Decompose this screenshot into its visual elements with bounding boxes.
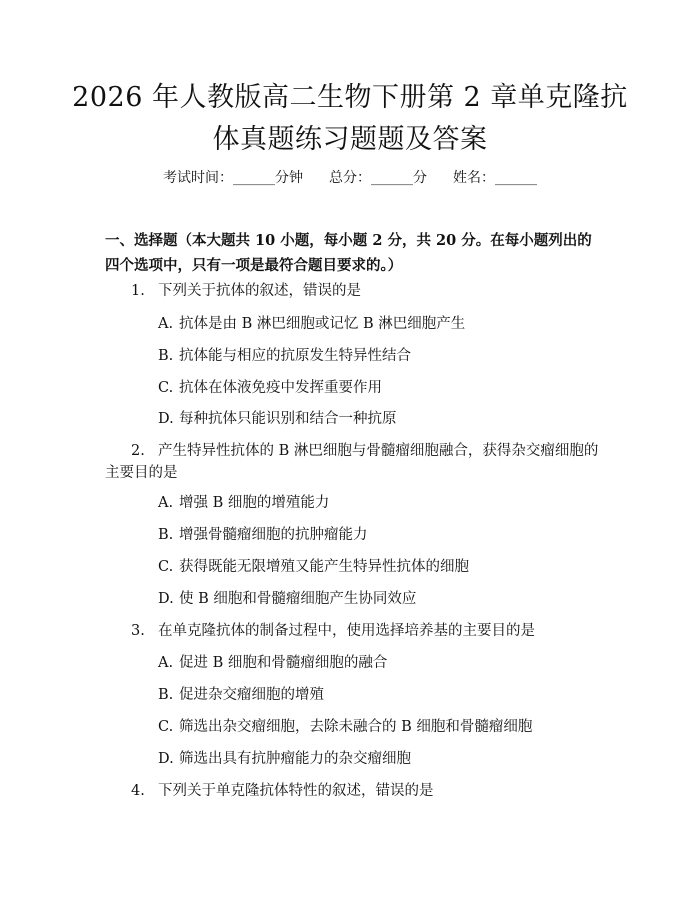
option-letter: A.: [158, 495, 174, 511]
option-text: 抗体是由 B 淋巴细胞或记忆 B 淋巴细胞产生: [179, 316, 466, 332]
question-number: 2.: [131, 443, 145, 459]
option-text: 获得既能无限增殖又能产生特异性抗体的细胞: [179, 559, 469, 575]
question-number: 3.: [131, 623, 145, 639]
question-3-option-b: [158, 684, 598, 706]
option-text: 筛选出具有抗肿瘤能力的杂交瘤细胞: [179, 751, 411, 767]
option-text: 每种抗体只能识别和结合一种抗原: [179, 411, 397, 427]
question-stem: 下列关于抗体的叙述，错误的是: [158, 283, 361, 299]
option-letter: D.: [158, 751, 174, 767]
total-score-label: 总分：______分: [329, 170, 427, 186]
question-3-option-d: [158, 748, 598, 770]
option-text: 促进杂交瘤细胞的增殖: [179, 687, 324, 703]
question-3: [105, 620, 600, 642]
question-3-option-c: [158, 716, 598, 738]
document-title-line-1: 2026 年人教版高二生物下册第 2 章单克隆抗: [72, 82, 628, 113]
option-text: 增强 B 细胞的增殖能力: [179, 495, 330, 511]
exam-time-label: 考试时间：______分钟: [163, 170, 303, 186]
option-letter: C.: [158, 380, 174, 396]
question-number: 4.: [131, 783, 145, 799]
question-stem: 产生特异性抗体的 B 淋巴细胞与骨髓瘤细胞融合，获得杂交瘤细胞的主要目的是: [105, 443, 599, 481]
question-1-option-c: [158, 377, 598, 399]
option-letter: C.: [158, 559, 174, 575]
question-2-option-d: [158, 588, 598, 610]
question-number: 1.: [131, 283, 145, 299]
option-text: 抗体在体液免疫中发挥重要作用: [179, 380, 382, 396]
option-text: 使 B 细胞和骨髓瘤细胞产生协同效应: [179, 591, 417, 607]
option-letter: B.: [158, 687, 174, 703]
option-letter: D.: [158, 411, 174, 427]
question-1-option-b: [158, 345, 598, 367]
question-1: [105, 280, 600, 302]
question-4: [105, 780, 600, 802]
question-2: [105, 440, 600, 484]
option-letter: A.: [158, 316, 174, 332]
option-text: 筛选出杂交瘤细胞，去除未融合的 B 细胞和骨髓瘤细胞: [179, 719, 533, 735]
question-2-option-c: [158, 556, 598, 578]
option-text: 增强骨髓瘤细胞的抗肿瘤能力: [179, 527, 368, 543]
student-name-label: 姓名：______: [453, 170, 537, 186]
question-stem: 下列关于单克隆抗体特性的叙述，错误的是: [158, 783, 434, 799]
question-stem: 在单克隆抗体的制备过程中，使用选择培养基的主要目的是: [158, 623, 535, 639]
option-letter: B.: [158, 348, 174, 364]
question-2-option-b: [158, 524, 598, 546]
option-letter: A.: [158, 655, 174, 671]
question-2-option-a: [158, 492, 598, 514]
exam-info-line: [0, 168, 700, 188]
option-letter: C.: [158, 719, 174, 735]
option-text: 抗体能与相应的抗原发生特异性结合: [179, 348, 411, 364]
question-3-option-a: [158, 652, 598, 674]
document-title-line-2: 体真题练习题题及答案: [212, 124, 488, 155]
option-text: 促进 B 细胞和骨髓瘤细胞的融合: [179, 655, 388, 671]
option-letter: D.: [158, 591, 174, 607]
section-heading: 一、选择题（本大题共 10 小题，每小题 2 分，共 20 分。在每小题列出的四个选项中，只有一项是最符合题目要求的。）: [105, 232, 592, 274]
question-1-option-a: [158, 313, 598, 335]
option-letter: B.: [158, 527, 174, 543]
question-1-option-d: [158, 408, 598, 430]
